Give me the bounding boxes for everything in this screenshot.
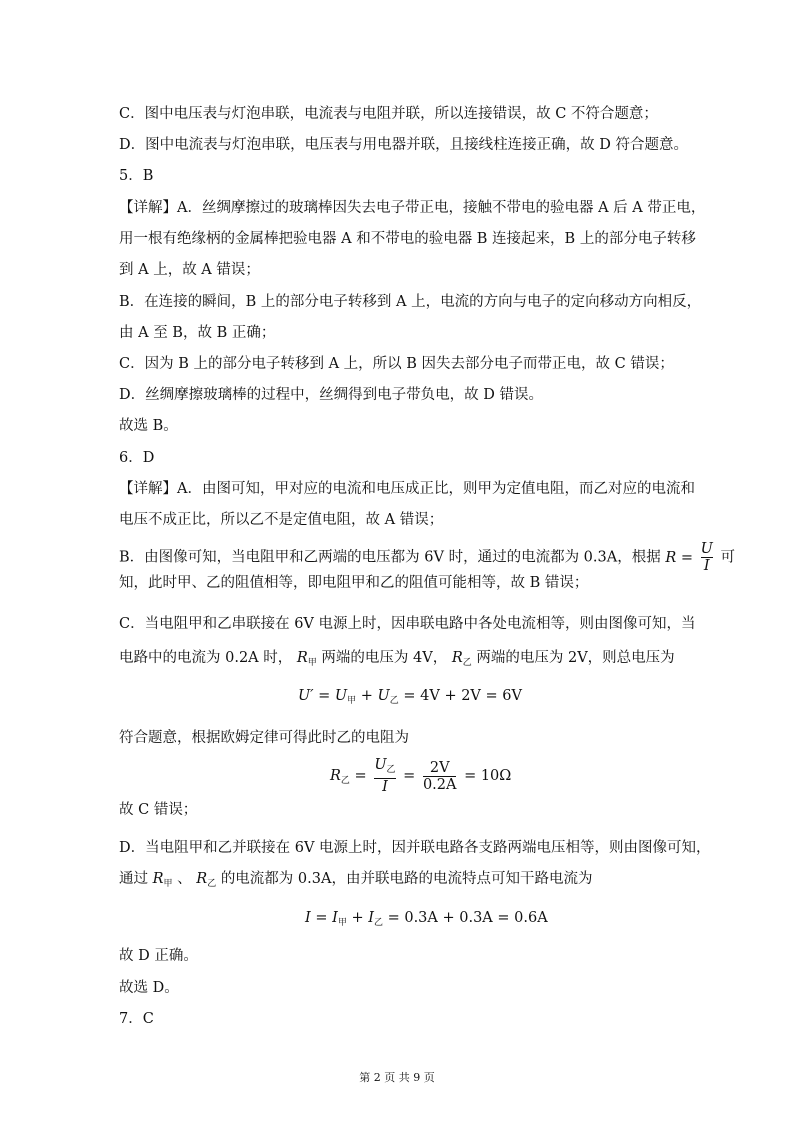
symbol-R: R: [330, 768, 341, 784]
equation-value: = 0.3A + 0.3A = 0.6A: [387, 910, 548, 926]
subscript: 乙: [373, 918, 383, 928]
symbol-R: R: [296, 650, 308, 666]
equation-value: 4V + 2V = 6V: [420, 688, 522, 704]
equation-resistance: [330, 757, 511, 795]
equals-sign: =: [315, 910, 328, 926]
text-line: B．在连接的瞬间，B 上的部分电子转移到 A 上，电流的方向与电子的定向移动方向相反，: [119, 294, 702, 310]
text-segment: B．由图像可知，当电阻甲和乙两端的电压都为 6V 时，通过的电流都为 0.3A，根据: [119, 549, 661, 566]
text-line: 由 A 至 B，故 B 正确；: [119, 325, 276, 341]
plus-sign: +: [351, 910, 364, 926]
text-line: 故选 D。: [119, 980, 179, 996]
answer-heading: 7．C: [119, 1011, 154, 1027]
text-line: D．丝绸摩擦玻璃棒的过程中，丝绸得到电子带负电，故 D 错误。: [119, 387, 543, 403]
text-line: 【详解】A．由图可知，甲对应的电流和电压成正比，则甲为定值电阻，而乙对应的电流和: [119, 481, 695, 497]
text-line: 故 D 正确。: [119, 948, 198, 964]
formula-ohm: [665, 541, 720, 574]
text-segment: 两端的电压为 2V，则总电压为: [476, 650, 675, 666]
subscript: 乙: [386, 765, 396, 775]
text-line: 【详解】A．丝绸摩擦过的玻璃棒因失去电子带正电，接触不带电的验电器 A 后 A 带正电，: [119, 200, 706, 216]
subscript: 甲: [337, 918, 347, 928]
answer-heading: 6．D: [119, 450, 155, 466]
text-line: D．当电阻甲和乙并联接在 6V 电源上时，因并联电路各支路两端电压相等，则由图像可知，: [119, 840, 711, 856]
subscript: 乙: [462, 658, 472, 668]
symbol-I: I: [332, 910, 338, 926]
text-segment: 、: [177, 871, 192, 887]
symbol-U: U: [334, 688, 348, 704]
text-line: 故选 B。: [119, 418, 178, 434]
page-number: 第 2 页 共 9 页: [359, 1071, 435, 1084]
text-segment: 可: [720, 549, 735, 566]
symbol-R: R: [665, 549, 677, 566]
text-line: C．因为 B 上的部分电子转移到 A 上，所以 B 因失去部分电子而带正电，故 C 错误；: [119, 356, 674, 372]
text-line: 知，此时甲、乙的阻值相等，即电阻甲和乙的阻值可能相等，故 B 错误；: [119, 575, 589, 591]
symbol-R: R: [451, 650, 463, 666]
equals-sign: =: [354, 768, 367, 784]
fraction-numerator: U: [700, 541, 713, 557]
answer-heading: 5．B: [119, 168, 154, 184]
subscript: 甲: [307, 658, 317, 668]
fraction: [701, 541, 713, 574]
symbol-R: R: [152, 871, 164, 887]
subscript: 甲: [163, 879, 173, 889]
symbol-U: U: [374, 757, 387, 773]
equation-total-voltage: [298, 686, 522, 711]
equals-sign: =: [403, 768, 416, 784]
text-line: C．当电阻甲和乙串联接在 6V 电源上时，因串联电路中各处电流相等，则由图像可知，当: [119, 616, 696, 632]
text-segment: 通过: [119, 871, 148, 887]
text-line: 符合题意，根据欧姆定律可得此时乙的电阻为: [119, 730, 409, 746]
text-line-with-symbols: [119, 648, 675, 673]
text-segment: 的电流都为 0.3A，由并联电路的电流特点可知干路电流为: [220, 871, 593, 887]
equals-sign: =: [680, 549, 694, 566]
fraction-denominator: 0.2A: [422, 776, 457, 793]
text-line-with-formula: [119, 541, 735, 574]
subscript: 甲: [347, 696, 357, 706]
text-line: 电压不成正比，所以乙不是定值电阻，故 A 错误；: [119, 512, 444, 528]
fraction: [423, 760, 457, 793]
symbol-U: U: [377, 688, 390, 704]
text-line-with-symbols: [119, 869, 592, 894]
symbol-R: R: [196, 871, 208, 887]
subscript: 乙: [389, 696, 399, 706]
plus-sign: +: [360, 688, 373, 704]
subscript: 乙: [340, 776, 350, 786]
fraction-numerator: 2V: [429, 759, 450, 776]
equals-sign: =: [403, 688, 416, 704]
text-line: 用一根有绝缘柄的金属棒把验电器 A 和不带电的验电器 B 连接起来，B 上的部分电子转移: [119, 231, 696, 247]
text-segment: 电路中的电流为 0.2A 时，: [119, 650, 293, 666]
symbol-I: I: [368, 910, 374, 926]
fraction-denominator: I: [701, 557, 713, 574]
symbol-U-prime: U′: [298, 688, 314, 704]
equation-total-current: [305, 908, 548, 933]
fraction: [374, 757, 395, 795]
equation-value: = 10Ω: [464, 768, 512, 784]
fraction-numerator: [374, 757, 395, 778]
text-line: 到 A 上，故 A 错误；: [119, 262, 260, 278]
fraction-denominator: I: [374, 778, 395, 795]
subscript: 乙: [207, 879, 217, 889]
text-line: C．图中电压表与灯泡串联，电流表与电阻并联，所以连接错误，故 C 不符合题意；: [119, 106, 658, 122]
equals-sign: =: [318, 688, 331, 704]
text-line: D．图中电流表与灯泡串联，电压表与用电器并联，且接线柱连接正确，故 D 符合题意。: [119, 137, 688, 153]
symbol-I: I: [305, 910, 311, 926]
text-line: 故 C 错误；: [119, 802, 198, 818]
text-segment: 两端的电压为 4V，: [321, 650, 448, 666]
